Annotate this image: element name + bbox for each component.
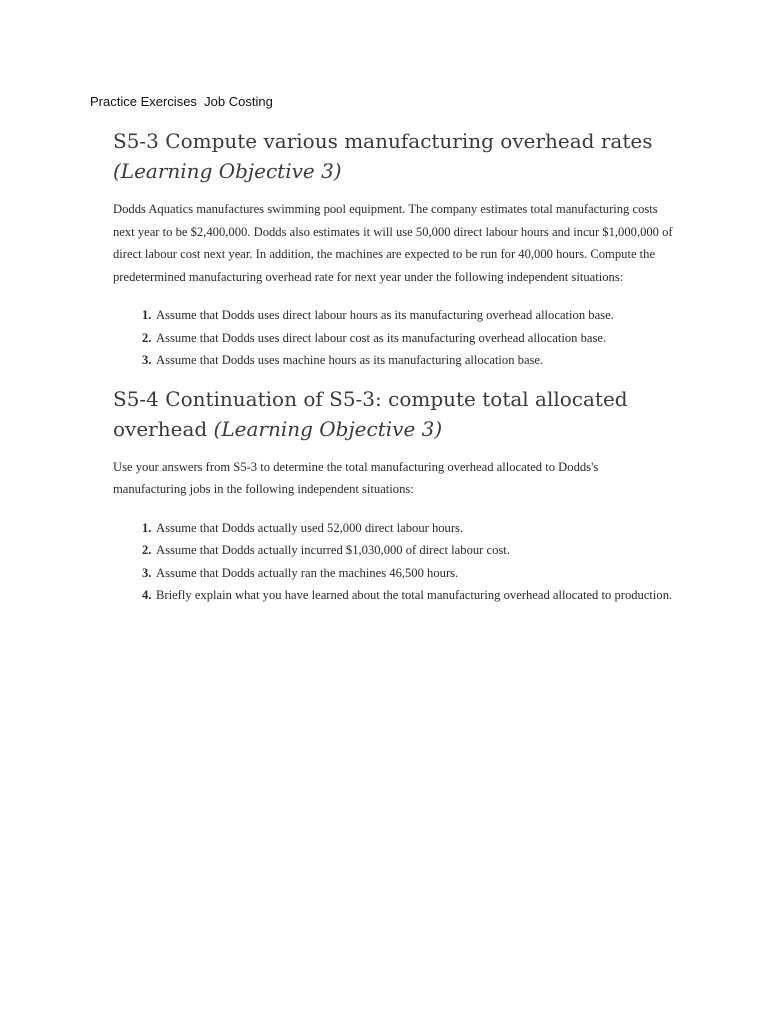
item-number: 4. bbox=[142, 588, 152, 602]
exercise-title bbox=[113, 126, 673, 186]
item-number: 2. bbox=[142, 543, 152, 557]
question-list bbox=[113, 304, 673, 372]
question-list bbox=[113, 517, 673, 607]
list-item bbox=[142, 584, 673, 607]
learning-objective: (Learning Objective 3) bbox=[113, 159, 342, 183]
item-text: Assume that Dodds uses machine hours as its manufacturing allocation base. bbox=[156, 353, 544, 367]
exercise-description: Use your answers from S5-3 to determine the total manufacturing overhead allocated to Dodds's manufacturing jobs in the following independent situations: bbox=[113, 459, 599, 496]
exercise-s5-3 bbox=[113, 126, 673, 372]
item-text: Briefly explain what you have learned about the total manufacturing overhead allocated to production. bbox=[156, 588, 673, 602]
item-text: Assume that Dodds uses direct labour cost as its manufacturing overhead allocation base. bbox=[156, 330, 607, 345]
item-number: 1. bbox=[142, 520, 152, 535]
list-item bbox=[142, 349, 673, 372]
list-item bbox=[142, 539, 673, 562]
list-item bbox=[142, 327, 673, 350]
item-text: Assume that Dodds uses direct labour hours as its manufacturing overhead allocation base. bbox=[156, 308, 614, 322]
exercise-title bbox=[113, 384, 673, 444]
list-item bbox=[142, 517, 673, 540]
item-text: Assume that Dodds actually incurred $1,030,000 of direct labour cost. bbox=[156, 543, 510, 557]
exercise-title-main: S5-4 Continuation of S5-3: compute total allocated overhead bbox=[113, 386, 628, 441]
item-text: Assume that Dodds actually ran the machines 46,500 hours. bbox=[156, 565, 459, 580]
page-header: Practice Exercises Job Costing bbox=[90, 94, 273, 109]
exercise-s5-4 bbox=[113, 384, 673, 607]
exercise-description: Dodds Aquatics manufactures swimming pool equipment. The company estimates total manufacturing costs next year to be $2,400,000. Dodds also estimates it will use 50,000 direct labour hours and incur $1,000,000 of direct labour cost next year. In addition, the machines are expected to be run for 40,000 hours. Compute the predetermined manufacturing overhead rate for next year under the following independent situations: bbox=[113, 202, 673, 284]
list-item bbox=[142, 304, 673, 327]
list-item bbox=[142, 562, 673, 585]
item-number: 3. bbox=[142, 353, 152, 367]
item-text: Assume that Dodds actually used 52,000 direct labour hours. bbox=[156, 520, 464, 535]
document-body bbox=[113, 126, 673, 607]
item-number: 2. bbox=[142, 330, 152, 345]
item-number: 1. bbox=[142, 308, 152, 322]
item-number: 3. bbox=[142, 565, 152, 580]
learning-objective: (Learning Objective 3) bbox=[213, 416, 443, 441]
exercise-title-main: S5-3 Compute various manufacturing overhead rates bbox=[113, 129, 653, 153]
